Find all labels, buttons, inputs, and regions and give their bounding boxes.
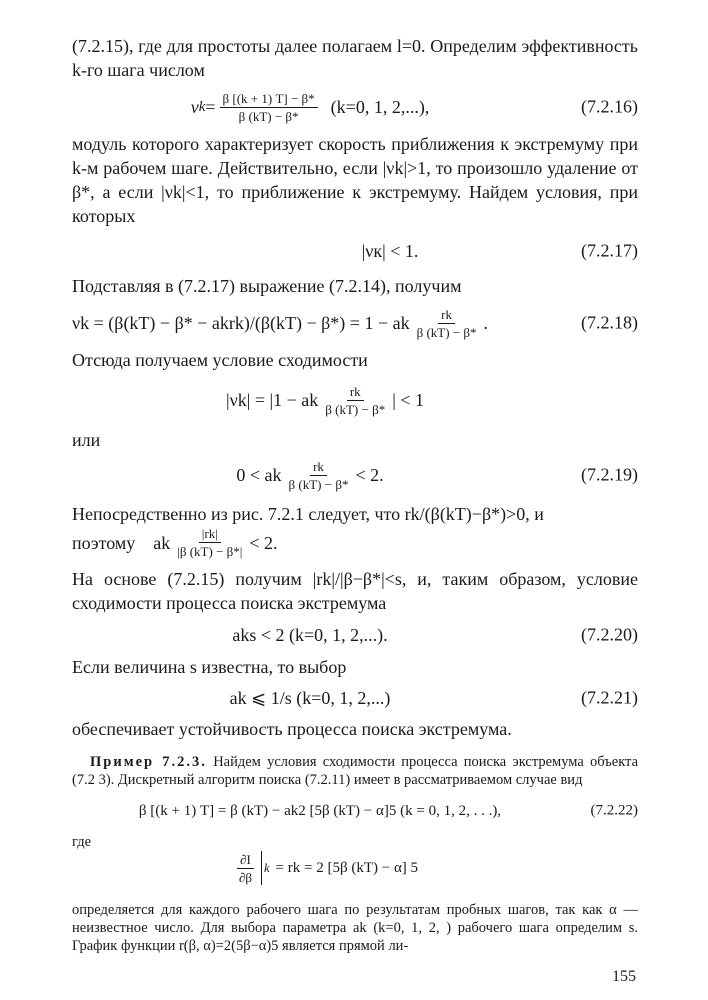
paragraph-7: На основе (7.2.15) получим |rk|/|β−β*|<s, и, таким образом, условие сходимости процесса поиска экстремума (72, 569, 638, 613)
eq5-fraction (286, 459, 352, 492)
eq1-fraction (220, 91, 318, 124)
paragraph-8: Если величина s известна, то выбор (72, 657, 347, 677)
eq10-sub: k (263, 860, 270, 875)
equation-derivative (72, 843, 638, 893)
eq3-denominator: β (kT) − β* (416, 324, 477, 340)
eq1-numerator: β [(k + 1) T] − β* (220, 91, 318, 108)
paragraph-11: определяется для каждого рабочего шага по результатам пробных шагов, так как α — неизвестное число. Для выбора параметра ak (k=0, 1, 2, ) рабочего шага определим s. График функции r(β, α)=2(5β−α)5 является прямой ли- (72, 902, 638, 954)
equation-convergence (72, 372, 638, 428)
eq7-body: aks < 2 (k=0, 1, 2,...). (232, 624, 388, 645)
paragraph-9: обеспечивает устойчивость процесса поиска экстремума. (72, 719, 512, 739)
eq2-number: (7.2.17) (581, 240, 638, 261)
eq3-end: . (483, 312, 489, 333)
eq1-condition: (k=0, 1, 2,...), (330, 96, 430, 117)
eq4-right: | < 1 (392, 389, 424, 410)
eq5-left: 0 < ak (236, 464, 282, 485)
equation-7-2-18 (72, 298, 638, 348)
equation-7-2-21 (72, 679, 638, 717)
eq4-denominator: β (kT) − β* (325, 401, 386, 417)
eq6-left: ak (153, 532, 171, 553)
paragraph-10: где (72, 834, 92, 850)
eq10-numerator: ∂I (237, 852, 254, 869)
equation-7-2-20 (72, 615, 638, 655)
eq1-equals: = (205, 96, 216, 117)
equation-7-2-22 (72, 789, 638, 833)
eq10-denominator: ∂β (238, 869, 252, 885)
eq7-number: (7.2.20) (581, 624, 638, 645)
eq5-number: (7.2.19) (581, 464, 638, 485)
eq3-number: (7.2.18) (581, 312, 638, 333)
eq9-body: β [(k + 1) T] = β (kT) − ak2 [5β (kT) − α]5 (k = 0, 1, 2, . . .), (138, 802, 502, 819)
eq5-numerator: rk (310, 459, 327, 476)
eq6-denominator: |β (kT) − β*| (177, 544, 243, 559)
equation-7-2-16 (72, 82, 638, 132)
paragraph-5: или (72, 430, 101, 450)
paragraph-1: (7.2.15), где для простоты далее полагаем l=0. Определим эффективность k-го шага числом (72, 36, 638, 80)
eq8-body: ak ⩽ 1/s (k=0, 1, 2,...) (229, 687, 391, 708)
eq3-numerator: rk (438, 307, 455, 324)
paragraph-4: Отсюда получаем условие сходимости (72, 350, 368, 370)
eq6-right: < 2. (249, 532, 278, 553)
eq3-main: νk = (β(kT) − β* − akrk)/(β(kT) − β*) = 1 − ak (72, 312, 410, 333)
eq4-fraction (322, 384, 388, 417)
equation-7-2-17 (72, 228, 638, 274)
eq1-lhs: ν (190, 96, 199, 117)
paragraph-6b (72, 526, 638, 559)
paragraph-3: Подставляя в (7.2.17) выражение (7.2.14), получим (72, 276, 462, 296)
p6b-text: поэтому (72, 532, 136, 553)
eq9-number: (7.2.22) (590, 802, 638, 819)
example-text: Найдем условия сходимости процесса поиска экстремума объекта (7.2 3). Дискретный алгоритм поиска (7.2.11) имеет в рассматриваемом случае вид (72, 754, 638, 788)
eq10-rhs: = rk = 2 [5β (kT) − α] 5 (275, 859, 419, 876)
paragraph-2: модуль которого характеризует скорость приближения к экстремуму при k-м рабочем шаге. Действительно, если |νk|>1, то произошло удаление от β*, а если |νk|<1, то приближение к экстремуму. Найдем условия, при которых (72, 134, 638, 226)
eq10-fraction (236, 852, 255, 885)
eq4-left: |νk| = |1 − ak (226, 389, 319, 410)
page-number: 155 (612, 968, 636, 985)
eq1-number: (7.2.16) (581, 96, 638, 117)
example-heading: Пример 7.2.3. (90, 754, 207, 770)
eq5-right: < 2. (355, 464, 384, 485)
eq5-denominator: β (kT) − β* (288, 476, 349, 492)
eq1-denominator: β (kT) − β* (238, 108, 299, 124)
eq2-body: |νк| < 1. (361, 240, 419, 261)
paragraph-6a: Непосредственно из рис. 7.2.1 следует, что rk/(β(kT)−β*)>0, и (72, 504, 544, 524)
eq6-fraction (174, 526, 245, 559)
eq1-sub: k (198, 98, 206, 115)
eq8-number: (7.2.21) (581, 687, 638, 708)
page-body (72, 34, 638, 955)
example-paragraph (72, 753, 638, 789)
eq3-fraction (414, 307, 480, 340)
equation-7-2-19 (72, 452, 638, 498)
eq6-numerator: |rk| (199, 526, 221, 543)
eq4-numerator: rk (347, 384, 364, 401)
